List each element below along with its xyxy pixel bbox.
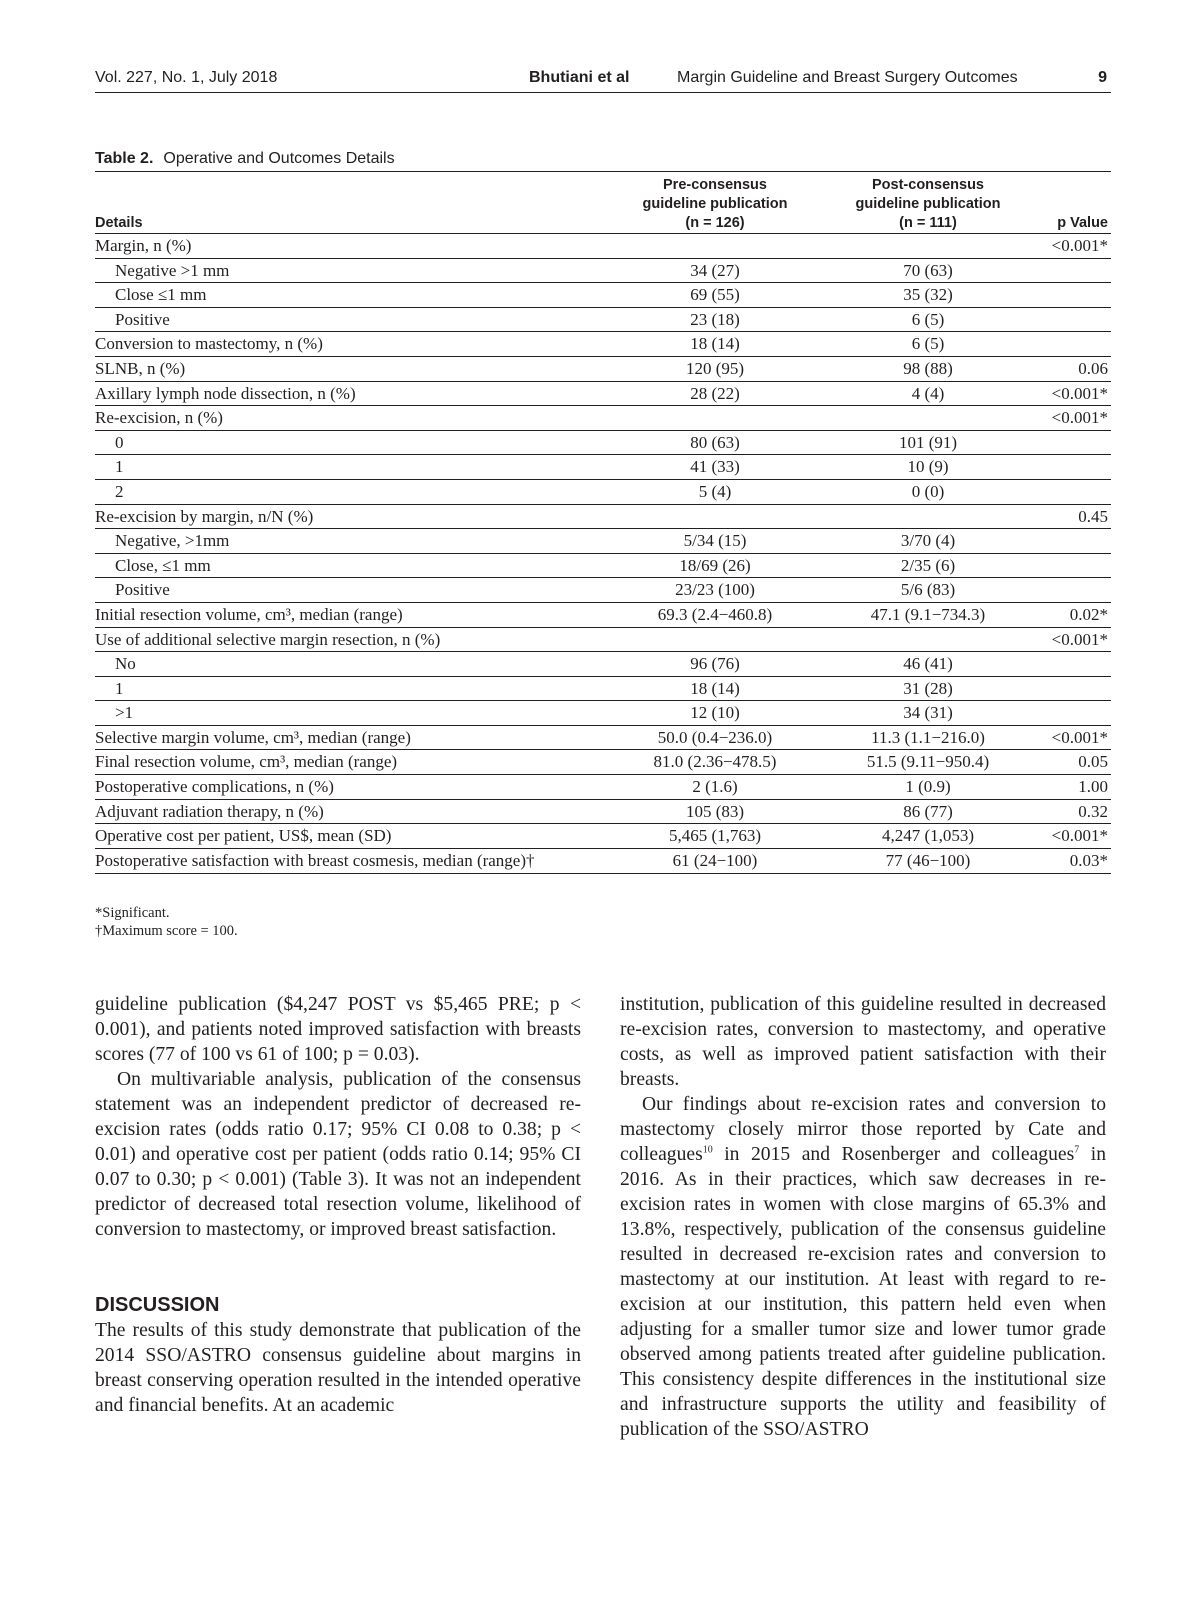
- column-header-p-value: p Value: [1057, 215, 1108, 231]
- table-row: [95, 628, 1111, 653]
- table-row: [95, 824, 1111, 849]
- p-value: <0.001*: [1051, 408, 1108, 428]
- p-value: <0.001*: [1051, 383, 1108, 403]
- p-value: 0.06: [1078, 358, 1108, 378]
- column-header-details: Details: [95, 215, 143, 231]
- row-label: Postoperative satisfaction with breast cosmesis, median (range)†: [95, 850, 535, 870]
- p-value: <0.001*: [1051, 629, 1108, 649]
- post-consensus-value: 101 (91): [898, 432, 958, 452]
- table-row: [95, 652, 1111, 677]
- row-label: Close, ≤1 mm: [115, 555, 211, 575]
- post-consensus-value: 70 (63): [903, 260, 953, 280]
- p-value: <0.001*: [1051, 236, 1108, 255]
- left-text-column: [95, 992, 581, 1418]
- row-label: Operative cost per patient, US$, mean (SD): [95, 826, 392, 846]
- post-consensus-value: 35 (32): [903, 285, 953, 305]
- pre-consensus-value: 34 (27): [690, 260, 740, 280]
- post-consensus-value: 4,247 (1,053): [881, 826, 975, 846]
- table-row: [95, 259, 1111, 284]
- row-label: Negative >1 mm: [115, 260, 230, 280]
- pre-consensus-value: 96 (76): [690, 654, 740, 674]
- p-value: 0.05: [1078, 752, 1108, 772]
- column-header-pre-line1: Pre-consensus: [663, 177, 767, 193]
- pre-consensus-value: 18 (14): [690, 334, 740, 354]
- table-row: [95, 234, 1111, 259]
- table-row: [95, 726, 1111, 751]
- post-consensus-value: 98 (88): [903, 358, 953, 378]
- row-label: Axillary lymph node dissection, n (%): [95, 383, 356, 403]
- row-label: Positive: [115, 580, 170, 600]
- post-consensus-value: 77 (46−100): [885, 850, 971, 870]
- pre-consensus-value: 5 (4): [698, 481, 732, 501]
- pre-consensus-value: 41 (33): [690, 457, 740, 477]
- table-row: [95, 406, 1111, 431]
- row-label: Re-excision, n (%): [95, 408, 223, 428]
- pre-consensus-value: 69.3 (2.4−460.8): [657, 604, 773, 624]
- table-label: Table 2.: [95, 150, 154, 167]
- pre-consensus-value: 23 (18): [690, 309, 740, 329]
- post-consensus-value: 2/35 (6): [900, 555, 956, 575]
- table-row: [95, 529, 1111, 554]
- table-row: [95, 603, 1111, 628]
- row-label: Close ≤1 mm: [115, 285, 207, 305]
- row-label: 0: [115, 432, 124, 452]
- table-footnotes: [95, 904, 238, 940]
- column-header-post-line2: guideline publication: [855, 196, 1001, 212]
- paragraph: The results of this study demonstrate that publication of the 2014 SSO/ASTRO consensus guideline about margins in breast conserving operation resulted in the intended operative and financial benefits. At an academic: [95, 1320, 581, 1416]
- row-label: Postoperative complications, n (%): [95, 777, 334, 797]
- p-value: 0.32: [1078, 801, 1108, 821]
- reference-citation[interactable]: 7: [1074, 1144, 1080, 1156]
- table-header: [95, 174, 1111, 233]
- column-header-pre-line2: guideline publication: [642, 196, 788, 212]
- row-label: 1: [115, 678, 124, 698]
- row-label: Initial resection volume, cm³, median (range): [95, 604, 403, 624]
- post-consensus-value: 6 (5): [911, 334, 945, 354]
- column-header-post-line3: (n = 111): [899, 215, 957, 231]
- paragraph: On multivariable analysis, publication of the consensus statement was an independent predictor of decreased re-excision rates (odds ratio 0.17; 95% CI 0.08 to 0.38; p < 0.01) and operative cost per patient (odds ratio 0.14; 95% CI 0.07 to 0.30; p < 0.001) (Table 3). It was not an independent predictor of decreased total resection volume, likelihood of conversion to mastectomy, or improved breast satisfaction.: [95, 1069, 581, 1240]
- row-label: Negative, >1mm: [115, 531, 230, 551]
- pre-consensus-value: 61 (24−100): [672, 850, 758, 870]
- p-value: 0.45: [1078, 506, 1108, 526]
- pre-consensus-value: 12 (10): [690, 703, 740, 723]
- p-value: 0.03*: [1069, 850, 1108, 870]
- footnote-significant: *Significant.: [95, 905, 170, 921]
- running-header: [95, 66, 1111, 93]
- pre-consensus-value: 5/34 (15): [683, 531, 747, 551]
- row-label: 2: [115, 481, 124, 501]
- page-number: 9: [1098, 69, 1107, 86]
- table-row: [95, 431, 1111, 456]
- pre-consensus-value: 28 (22): [690, 383, 740, 403]
- table-row: [95, 455, 1111, 480]
- pre-consensus-value: 80 (63): [690, 432, 740, 452]
- row-label: Use of additional selective margin resection, n (%): [95, 629, 441, 649]
- row-label: Margin, n (%): [95, 236, 192, 255]
- row-label: Positive: [115, 309, 170, 329]
- section-heading-discussion: DISCUSSION: [95, 1294, 220, 1316]
- running-title: Margin Guideline and Breast Surgery Outcomes: [677, 69, 1018, 86]
- post-consensus-value: 46 (41): [903, 654, 953, 674]
- post-consensus-value: 6 (5): [911, 309, 945, 329]
- pre-consensus-value: 50.0 (0.4−236.0): [657, 727, 773, 747]
- post-consensus-value: 5/6 (83): [900, 580, 956, 600]
- post-consensus-value: 10 (9): [907, 457, 949, 477]
- pre-consensus-value: 23/23 (100): [675, 580, 755, 600]
- post-consensus-value: 11.3 (1.1−216.0): [871, 727, 985, 747]
- reference-citation[interactable]: 10: [702, 1144, 713, 1156]
- pre-consensus-value: 120 (95): [685, 358, 745, 378]
- table-row: [95, 505, 1111, 530]
- row-label: No: [115, 654, 136, 674]
- table-body: [95, 233, 1111, 874]
- table-row: [95, 554, 1111, 579]
- table-row: [95, 332, 1111, 357]
- running-authors: Bhutiani et al: [529, 69, 630, 86]
- table-top-rule: [95, 171, 1111, 172]
- pre-consensus-value: 2 (1.6): [692, 777, 738, 797]
- column-header-post-consensus: [828, 176, 1028, 233]
- post-consensus-value: 34 (31): [903, 703, 953, 723]
- post-consensus-value: 3/70 (4): [900, 531, 956, 551]
- table-row: [95, 849, 1111, 874]
- table-caption: [95, 150, 395, 168]
- p-value: 0.02*: [1069, 604, 1108, 624]
- p-value: <0.001*: [1051, 727, 1108, 747]
- post-consensus-value: 1 (0.9): [905, 777, 951, 797]
- post-consensus-value: 0 (0): [911, 481, 945, 501]
- pre-consensus-value: 5,465 (1,763): [668, 826, 762, 846]
- p-value: 1.00: [1078, 777, 1108, 797]
- paragraph: [620, 1092, 1106, 1442]
- journal-citation: Vol. 227, No. 1, July 2018: [95, 69, 278, 86]
- right-text-column: [620, 992, 1106, 1442]
- row-label: >1: [115, 703, 134, 723]
- pre-consensus-value: 81.0 (2.36−478.5): [653, 752, 777, 772]
- post-consensus-value: 51.5 (9.11−950.4): [866, 752, 990, 772]
- paragraph: guideline publication ($4,247 POST vs $5,465 PRE; p < 0.001), and patients noted improved satisfaction with breasts scores (77 of 100 vs 61 of 100; p = 0.03).: [95, 994, 581, 1065]
- table-row: [95, 357, 1111, 382]
- post-consensus-value: 47.1 (9.1−734.3): [870, 604, 986, 624]
- table-row: [95, 677, 1111, 702]
- column-header-post-line1: Post-consensus: [872, 177, 984, 193]
- pre-consensus-value: 69 (55): [690, 285, 740, 305]
- table-row: [95, 480, 1111, 505]
- post-consensus-value: 4 (4): [911, 383, 945, 403]
- table-row: [95, 775, 1111, 800]
- table-row: [95, 750, 1111, 775]
- post-consensus-value: 86 (77): [903, 801, 953, 821]
- footnote-maximum-score: †Maximum score = 100.: [95, 923, 238, 939]
- row-label: Adjuvant radiation therapy, n (%): [95, 801, 324, 821]
- table-row: [95, 382, 1111, 407]
- row-label: SLNB, n (%): [95, 358, 186, 378]
- paragraph: institution, publication of this guideline resulted in decreased re-excision rates, conversion to mastectomy, and operative costs, as well as improved patient satisfaction with their breasts.: [620, 994, 1106, 1090]
- table-row: [95, 308, 1111, 333]
- table-row: [95, 800, 1111, 825]
- row-label: Selective margin volume, cm³, median (range): [95, 727, 411, 747]
- post-consensus-value: 31 (28): [903, 678, 953, 698]
- row-label: Conversion to mastectomy, n (%): [95, 334, 323, 354]
- row-label: 1: [115, 457, 124, 477]
- text-span: in 2015 and Rosenberger and colleagues: [712, 1144, 1075, 1165]
- table-row: [95, 578, 1111, 603]
- pre-consensus-value: 105 (83): [685, 801, 745, 821]
- pre-consensus-value: 18/69 (26): [679, 555, 751, 575]
- column-header-pre-line3: (n = 126): [685, 215, 745, 231]
- text-span: Our findings about re-excision rates and conversion to mastectomy closely mirror those reported by Cate and colleagues: [620, 1094, 1106, 1165]
- row-label: Final resection volume, cm³, median (range): [95, 752, 398, 772]
- table-row: [95, 701, 1111, 726]
- text-span: in 2016. As in their practices, which saw decreases in re-excision rates in women with close margins of 65.3% and 13.8%, respectively, publication of the consensus guideline resulted in decreased re-excision rates and conversion to mastectomy at our institution. At least with regard to re-excision at our institution, this pattern held even when adjusting for a smaller tumor size and lower tumor grade observed among patients treated after guideline publication. This consistency despite differences in the institutional size and infrastructure supports the utility and feasibility of publication of the SSO/ASTRO: [620, 1144, 1107, 1440]
- table-row: [95, 283, 1111, 308]
- row-label: Re-excision by margin, n/N (%): [95, 506, 314, 526]
- column-header-pre-consensus: [615, 176, 815, 233]
- pre-consensus-value: 18 (14): [690, 678, 740, 698]
- p-value: <0.001*: [1051, 826, 1108, 846]
- table-title: Operative and Outcomes Details: [163, 150, 395, 167]
